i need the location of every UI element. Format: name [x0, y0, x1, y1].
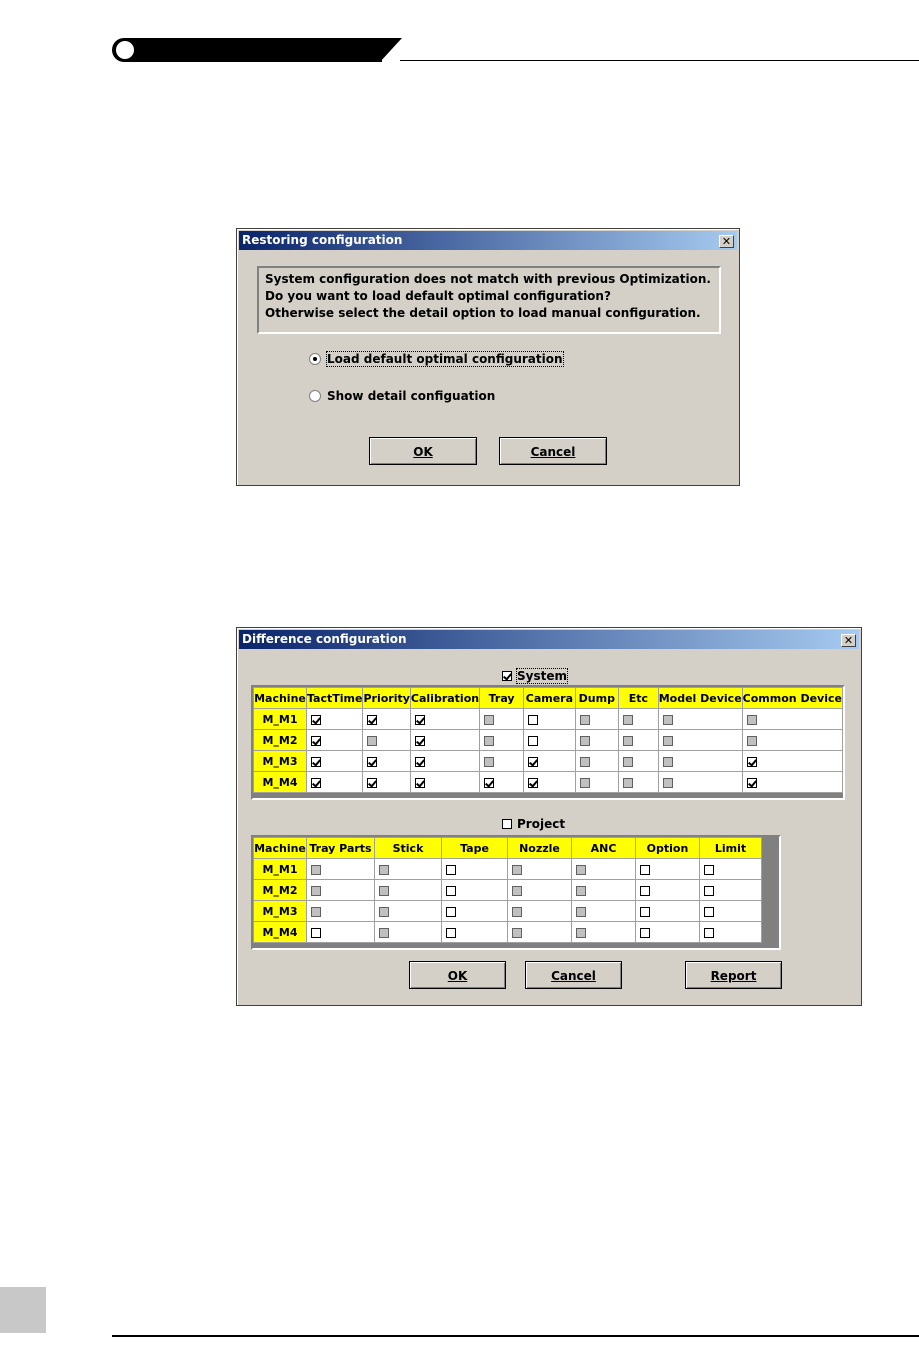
col-header: Tape: [442, 838, 508, 859]
checkbox: [379, 907, 389, 917]
col-header: Dump: [575, 688, 618, 709]
machine-label: M_M3: [254, 751, 307, 772]
option-cell: [618, 751, 658, 772]
checked-checkbox[interactable]: [415, 715, 425, 725]
checkbox: [663, 715, 673, 725]
checkbox: [623, 757, 633, 767]
col-header: TactTime: [306, 688, 362, 709]
checkbox: [379, 928, 389, 938]
checkbox[interactable]: [446, 907, 456, 917]
option-cell: [658, 751, 742, 772]
col-header: Tray: [480, 688, 524, 709]
table-row: [254, 922, 762, 943]
checkbox: [367, 736, 377, 746]
checkbox[interactable]: [446, 865, 456, 875]
col-header: Priority: [363, 688, 410, 709]
checked-checkbox[interactable]: [311, 778, 321, 788]
option-cell: [375, 859, 442, 880]
option-cell: [375, 880, 442, 901]
page-header-bar: [112, 38, 382, 62]
option-cell: [658, 709, 742, 730]
option-cell: [524, 772, 576, 793]
system-label[interactable]: System: [517, 669, 567, 683]
checkbox: [580, 736, 590, 746]
col-header: Tray Parts: [307, 838, 375, 859]
option-cell: [306, 730, 362, 751]
checkbox[interactable]: [446, 928, 456, 938]
checkbox: [512, 928, 522, 938]
option-cell: [572, 922, 636, 943]
system-checkbox[interactable]: [502, 671, 512, 681]
option-cell: [618, 709, 658, 730]
option-cell: [524, 751, 576, 772]
option-cell: [442, 901, 508, 922]
diff-dialog-title: Difference configuration: [242, 632, 407, 646]
table-row: [254, 709, 843, 730]
option-cell: [658, 772, 742, 793]
checkbox: [484, 715, 494, 725]
col-header: Limit: [700, 838, 762, 859]
checkbox: [576, 886, 586, 896]
radio-selected-icon[interactable]: [309, 353, 321, 365]
machine-label: M_M2: [254, 730, 307, 751]
report-button[interactable]: Report: [685, 961, 782, 989]
col-header: Machine: [254, 688, 307, 709]
cancel-button[interactable]: Cancel: [499, 437, 607, 465]
machine-label: M_M4: [254, 922, 307, 943]
checked-checkbox[interactable]: [367, 715, 377, 725]
table-row: [254, 730, 843, 751]
page-footer-rule: [112, 1335, 919, 1337]
option-cell: [480, 751, 524, 772]
checkbox: [663, 736, 673, 746]
checkbox: [484, 757, 494, 767]
option-cell: [480, 772, 524, 793]
checked-checkbox[interactable]: [415, 736, 425, 746]
checkbox: [311, 907, 321, 917]
option-cell: [363, 709, 410, 730]
machine-label: M_M4: [254, 772, 307, 793]
option-cell: [410, 772, 479, 793]
checkbox[interactable]: [528, 715, 538, 725]
project-checkbox[interactable]: [502, 819, 512, 829]
checkbox[interactable]: [528, 736, 538, 746]
table-row: [254, 901, 762, 922]
option-cell: [480, 730, 524, 751]
option-cell: [700, 880, 762, 901]
cancel-button[interactable]: Cancel: [525, 961, 622, 989]
table-row: [254, 859, 762, 880]
option-cell: [524, 730, 576, 751]
system-grid: [251, 685, 845, 800]
checkbox: [512, 886, 522, 896]
option-cell: [508, 880, 572, 901]
option-cell: [375, 901, 442, 922]
checkbox: [576, 865, 586, 875]
page-tab: [0, 1287, 46, 1333]
checkbox: [379, 886, 389, 896]
checked-checkbox[interactable]: [747, 757, 757, 767]
option-cell: [508, 922, 572, 943]
checkbox: [580, 715, 590, 725]
option-cell: [363, 730, 410, 751]
restoring-configuration-dialog: [236, 228, 740, 486]
checkbox: [576, 907, 586, 917]
show-detail-radio-option[interactable]: [309, 387, 495, 405]
checkbox[interactable]: [446, 886, 456, 896]
system-header-row: [254, 688, 843, 709]
option-cell: [700, 922, 762, 943]
checkbox[interactable]: [704, 865, 714, 875]
option-cell: [742, 730, 842, 751]
col-header: Option: [636, 838, 700, 859]
checked-checkbox[interactable]: [415, 757, 425, 767]
page-header-tail: [380, 38, 402, 62]
option-cell: [363, 751, 410, 772]
checkbox: [747, 715, 757, 725]
project-checkbox-toggle[interactable]: [502, 816, 565, 832]
restore-dialog-title: Restoring configuration: [242, 233, 403, 247]
page-header-dot: [116, 41, 134, 59]
project-table: [253, 837, 762, 943]
diff-dialog-titlebar: [239, 630, 859, 649]
option-cell: [442, 859, 508, 880]
col-header: Stick: [375, 838, 442, 859]
checkbox[interactable]: [640, 865, 650, 875]
option-cell: [410, 751, 479, 772]
option-cell: [508, 901, 572, 922]
option-cell: [636, 922, 700, 943]
option-cell: [636, 901, 700, 922]
project-grid: [251, 835, 781, 950]
checkbox: [580, 778, 590, 788]
machine-label: M_M1: [254, 709, 307, 730]
show-detail-radio-label[interactable]: Show detail configuation: [327, 389, 496, 403]
col-header: ANC: [572, 838, 636, 859]
option-cell: [636, 880, 700, 901]
option-cell: [442, 922, 508, 943]
option-cell: [572, 859, 636, 880]
machine-label: M_M3: [254, 901, 307, 922]
system-table: [253, 687, 843, 793]
project-header-row: [254, 838, 762, 859]
restore-message-line: Do you want to load default optimal configuration?: [265, 289, 611, 303]
option-cell: [575, 751, 618, 772]
option-cell: [572, 880, 636, 901]
option-cell: [480, 709, 524, 730]
checkbox: [663, 778, 673, 788]
option-cell: [572, 901, 636, 922]
checkbox: [576, 928, 586, 938]
checked-checkbox[interactable]: [484, 778, 494, 788]
checkbox[interactable]: [640, 886, 650, 896]
option-cell: [618, 730, 658, 751]
option-cell: [307, 859, 375, 880]
checked-checkbox[interactable]: [528, 757, 538, 767]
option-cell: [742, 772, 842, 793]
option-cell: [306, 751, 362, 772]
table-row: [254, 880, 762, 901]
system-checkbox-toggle[interactable]: [502, 668, 567, 684]
col-header: Machine: [254, 838, 307, 859]
load-default-radio-option[interactable]: [309, 350, 563, 368]
close-icon[interactable]: ✕: [841, 634, 856, 647]
radio-unselected-icon[interactable]: [309, 390, 321, 402]
ok-button[interactable]: OK: [409, 961, 506, 989]
close-icon[interactable]: ✕: [719, 235, 734, 248]
col-header: Camera: [524, 688, 576, 709]
option-cell: [375, 922, 442, 943]
checkbox: [512, 907, 522, 917]
option-cell: [575, 709, 618, 730]
option-cell: [700, 859, 762, 880]
checkbox: [311, 886, 321, 896]
checkbox: [747, 736, 757, 746]
checkbox: [379, 865, 389, 875]
option-cell: [618, 772, 658, 793]
option-cell: [508, 859, 572, 880]
restore-dialog-titlebar: [239, 231, 737, 250]
checked-checkbox[interactable]: [415, 778, 425, 788]
checkbox[interactable]: [704, 907, 714, 917]
option-cell: [307, 901, 375, 922]
checked-checkbox[interactable]: [311, 757, 321, 767]
checkbox[interactable]: [640, 907, 650, 917]
checkbox[interactable]: [640, 928, 650, 938]
option-cell: [410, 730, 479, 751]
checkbox: [484, 736, 494, 746]
col-header: Model Device: [658, 688, 742, 709]
page-header-rule: [400, 60, 919, 61]
option-cell: [307, 922, 375, 943]
option-cell: [700, 901, 762, 922]
project-label[interactable]: Project: [517, 817, 566, 831]
checkbox: [311, 865, 321, 875]
checkbox: [623, 736, 633, 746]
option-cell: [306, 709, 362, 730]
checked-checkbox[interactable]: [311, 736, 321, 746]
checkbox: [580, 757, 590, 767]
option-cell: [524, 709, 576, 730]
machine-label: M_M2: [254, 880, 307, 901]
option-cell: [442, 880, 508, 901]
checkbox: [623, 778, 633, 788]
option-cell: [575, 730, 618, 751]
load-default-radio-label[interactable]: Load default optimal configuration: [327, 352, 563, 366]
col-header: Common Device: [742, 688, 842, 709]
table-row: [254, 751, 843, 772]
checked-checkbox[interactable]: [367, 757, 377, 767]
option-cell: [636, 859, 700, 880]
option-cell: [575, 772, 618, 793]
option-cell: [363, 772, 410, 793]
ok-button[interactable]: OK: [369, 437, 477, 465]
option-cell: [307, 880, 375, 901]
checkbox: [512, 865, 522, 875]
restore-message-line: Otherwise select the detail option to load manual configuration.: [265, 306, 701, 320]
option-cell: [658, 730, 742, 751]
machine-label: M_M1: [254, 859, 307, 880]
restore-message-box: [257, 266, 721, 334]
checkbox[interactable]: [704, 886, 714, 896]
checkbox: [623, 715, 633, 725]
col-header: Calibration: [410, 688, 479, 709]
checkbox: [663, 757, 673, 767]
table-row: [254, 772, 843, 793]
checkbox[interactable]: [311, 928, 321, 938]
col-header: Nozzle: [508, 838, 572, 859]
col-header: Etc: [618, 688, 658, 709]
option-cell: [742, 709, 842, 730]
checked-checkbox[interactable]: [528, 778, 538, 788]
restore-message-line: System configuration does not match with previous Optimization.: [265, 272, 711, 286]
checked-checkbox[interactable]: [367, 778, 377, 788]
difference-configuration-dialog: [236, 627, 862, 1006]
checked-checkbox[interactable]: [747, 778, 757, 788]
option-cell: [742, 751, 842, 772]
checked-checkbox[interactable]: [311, 715, 321, 725]
option-cell: [306, 772, 362, 793]
checkbox[interactable]: [704, 928, 714, 938]
option-cell: [410, 709, 479, 730]
